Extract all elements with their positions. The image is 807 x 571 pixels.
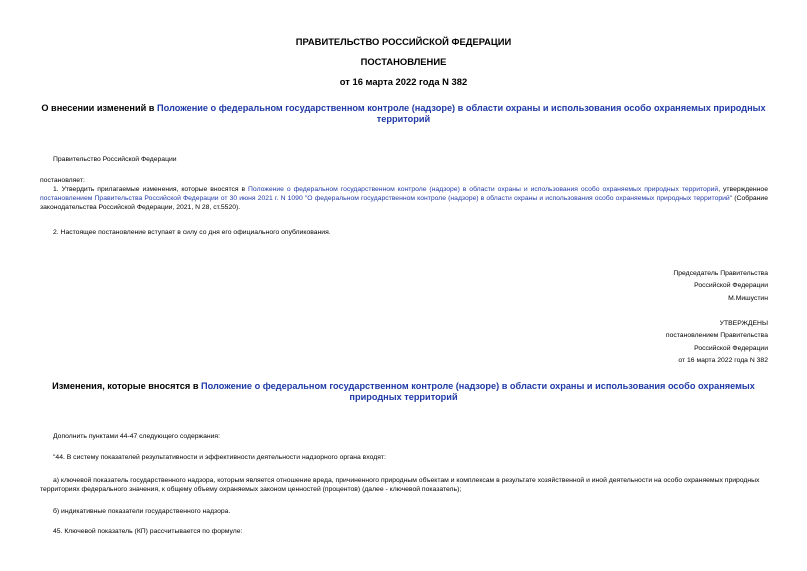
- title-prefix: О внесении изменений в: [41, 103, 157, 113]
- approved-block: [666, 318, 768, 367]
- signature-title: Председатель Правительства: [673, 270, 768, 277]
- item-1-text: 1. Утвердить прилагаемые изменения, которые вносятся в: [53, 186, 249, 193]
- document-date-number: от 16 марта 2022 года N 382: [339, 76, 468, 87]
- approved-country: Российской Федерации: [694, 344, 768, 352]
- government-heading: ПРАВИТЕЛЬСТВО РОССИЙСКОЙ ФЕДЕРАЦИИ: [295, 36, 512, 47]
- resolves-text: постановляет:: [40, 177, 85, 184]
- document-type: ПОСТАНОВЛЕНИЕ: [360, 56, 447, 67]
- changes-paragraph-1: Дополнить пунктами 44-47 следующего содержания:: [53, 433, 220, 440]
- item-2: 2. Настоящее постановление вступает в силу со дня его официального опубликования.: [53, 229, 331, 236]
- changes-paragraph-5: 45. Ключевой показатель (КП) рассчитывается по формуле:: [53, 528, 243, 535]
- issuer-text: Правительство Российской Федерации: [53, 156, 177, 163]
- changes-paragraph-4: б) индикативные показатели государственного надзора.: [53, 508, 231, 515]
- approved-date: от 16 марта 2022 года N 382: [678, 356, 768, 364]
- item-1-link-regulation[interactable]: Положение о федеральном государственном контроле (надзоре) в области охраны и использования особо охраняемых природных территорий: [248, 186, 719, 193]
- changes-paragraph-3: а) ключевой показатель государственного надзора, которым является отношение вреда, причиненного природным объектам и комплексам в результате хозяйственной и иной деятельности на особо охраняемых природных территориях федерального значения, к общему объему охраняемых законом ценностей (процентов) (далее - ключевой показатель);: [40, 477, 760, 494]
- approved-label: УТВЕРЖДЕНЫ: [719, 320, 768, 327]
- changes-title-prefix: Изменения, которые вносятся в: [52, 381, 202, 391]
- changes-title: [40, 381, 767, 403]
- document-title: [40, 103, 767, 125]
- item-1: [40, 185, 768, 213]
- item-1-text-approved: , утвержденное: [718, 186, 768, 193]
- changes-title-link[interactable]: Положение о федеральном государственном контроле (надзоре) в области охраны и использования особо охраняемых природных территорий: [201, 381, 755, 402]
- title-link[interactable]: Положение о федеральном государственном контроле (надзоре) в области охраны и использования особо охраняемых природных территорий: [157, 103, 766, 124]
- signature-name: М.Мишустин: [728, 294, 768, 302]
- item-1-text-source: (Собрание законодательства Российской Федерации, 2021, N 28, ст.5520).: [40, 195, 769, 212]
- changes-paragraph-2: "44. В систему показателей результативности и эффективности деятельности надзорного органа входят:: [53, 454, 386, 461]
- signature-block: [673, 268, 768, 305]
- item-1-link-resolution[interactable]: постановлением Правительства Российской Федерации от 30 июня 2021 г. N 1090 "О федеральном государственном контроле (надзоре) в области охраны и использования особо охраняемых природных территорий": [40, 195, 733, 203]
- approved-by: постановлением Правительства: [665, 332, 768, 340]
- signature-country: Российской Федерации: [694, 282, 768, 290]
